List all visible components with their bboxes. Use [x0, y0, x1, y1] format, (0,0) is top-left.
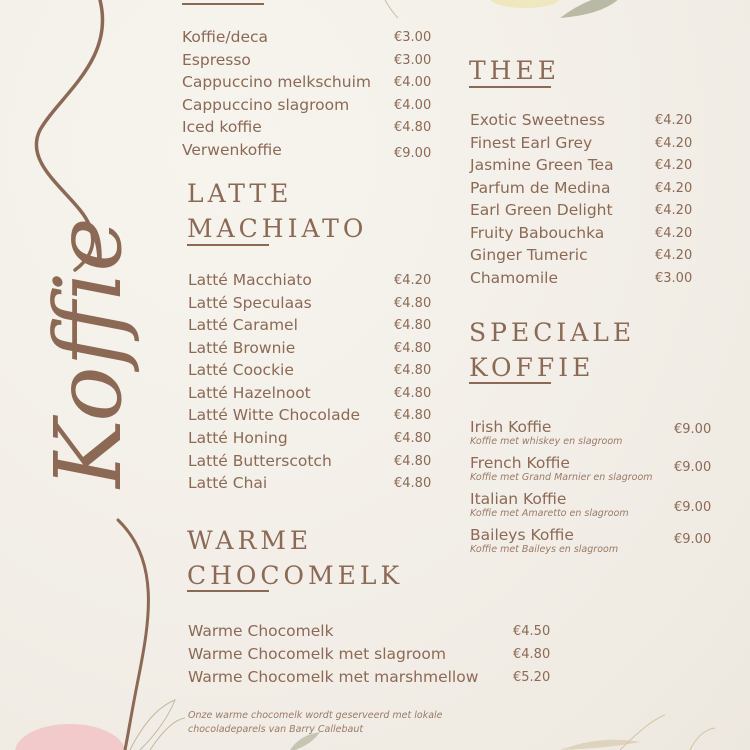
item-name: Warme Chocomelk: [188, 622, 334, 640]
menu-item: [188, 644, 558, 666]
item-name: Jasmine Green Tea: [470, 156, 614, 174]
menu-item: [188, 270, 438, 292]
item-price: €9.00: [674, 422, 712, 437]
item-description: Koffie met whiskey en slagroom: [470, 436, 623, 447]
menu-item: [470, 268, 700, 290]
item-name: Verwenkoffie: [182, 141, 282, 159]
script-heading-text: Koffie: [35, 217, 142, 488]
item-price: €4.80: [394, 386, 432, 401]
item-price: €9.00: [674, 460, 712, 475]
chocomelk-note-line2: chocoladeparels van Barry Callebaut: [188, 724, 364, 735]
menu-item: [470, 417, 720, 451]
item-price: €4.80: [394, 318, 432, 333]
menu-item: [188, 383, 438, 405]
item-name: Finest Earl Grey: [470, 134, 593, 152]
item-name: Latté Caramel: [188, 316, 298, 334]
menu-item: [470, 155, 700, 177]
item-price: €4.80: [394, 408, 432, 423]
menu-item: [188, 428, 438, 450]
menu-item: [188, 338, 438, 360]
item-price: €4.00: [394, 75, 432, 90]
item-price: €5.20: [513, 670, 551, 685]
item-name: Latté Honing: [188, 429, 288, 447]
thee-title: THEE: [469, 56, 560, 85]
menu-item: [188, 621, 558, 643]
item-name: Latté Butterscotch: [188, 452, 332, 470]
thee-rule: [469, 86, 551, 88]
menu-item: [470, 133, 700, 155]
item-description: Koffie met Amaretto en slagroom: [470, 508, 629, 519]
item-name: Latté Witte Chocolade: [188, 406, 360, 424]
menu-item: [188, 315, 438, 337]
item-name: Latté Hazelnoot: [188, 384, 311, 402]
item-price: €4.20: [655, 226, 693, 241]
item-price: €4.20: [394, 273, 432, 288]
item-name: Warme Chocomelk met slagroom: [188, 645, 446, 663]
menu-item: [470, 453, 720, 487]
item-name: Chamomile: [470, 269, 558, 287]
item-price: €4.20: [655, 136, 693, 151]
menu-item: [188, 293, 438, 315]
chocomelk-title-line1: WARME: [187, 526, 313, 555]
item-price: €4.80: [394, 296, 432, 311]
chocomelk-rule: [187, 590, 269, 592]
latte-title-line2: MACHIATO: [187, 214, 368, 243]
item-price: €3.00: [394, 53, 432, 68]
item-price: €4.00: [394, 98, 432, 113]
latte-title-line1: LATTE: [187, 179, 293, 208]
item-description: Koffie met Baileys en slagroom: [470, 544, 619, 555]
chocomelk-note-line1: Onze warme chocomelk wordt geserveerd met lokale: [188, 710, 443, 721]
speciale-title-line2: KOFFIE: [469, 353, 595, 382]
item-price: €4.80: [394, 120, 432, 135]
menu-item: [470, 178, 700, 200]
item-name: Irish Koffie: [470, 418, 552, 436]
menu-item: [470, 200, 700, 222]
menu-item: [182, 140, 432, 162]
item-description: Koffie met Grand Marnier en slagroom: [470, 472, 653, 483]
item-price: €3.00: [655, 271, 693, 286]
item-price: €4.80: [394, 431, 432, 446]
latte-list: [188, 270, 438, 495]
item-price: €4.20: [655, 113, 693, 128]
item-name: Latté Chai: [188, 474, 268, 492]
item-name: Exotic Sweetness: [470, 111, 605, 129]
menu-item: [188, 451, 438, 473]
item-price: €4.80: [394, 476, 432, 491]
item-price: €9.00: [394, 146, 432, 161]
menu-item: [470, 489, 720, 523]
item-price: €4.80: [394, 363, 432, 378]
script-heading-koffie: [0, 0, 190, 750]
speciale-title-line1: SPECIALE: [469, 318, 636, 347]
menu-item: [470, 245, 700, 267]
item-name: Cappuccino slagroom: [182, 96, 350, 114]
menu-item: [470, 525, 720, 559]
latte-rule: [187, 244, 269, 246]
item-price: €4.20: [655, 181, 693, 196]
menu-item: [188, 360, 438, 382]
item-name: French Koffie: [470, 454, 570, 472]
menu-item: [188, 405, 438, 427]
item-price: €9.00: [674, 500, 712, 515]
menu-item: [182, 27, 432, 49]
item-price: €3.00: [394, 30, 432, 45]
koffie-rule: [182, 3, 264, 5]
thee-list: [470, 110, 700, 290]
chocomelk-list: [188, 621, 558, 691]
menu-item: [182, 95, 432, 117]
item-name: Ginger Tumeric: [470, 246, 588, 264]
menu-item: [470, 223, 700, 245]
item-price: €4.20: [655, 248, 693, 263]
item-name: Baileys Koffie: [470, 526, 574, 544]
menu-item: [182, 72, 432, 94]
item-name: Latté Macchiato: [188, 271, 312, 289]
item-name: Fruity Babouchka: [470, 224, 605, 242]
menu-item: [470, 110, 700, 132]
menu-item: [182, 117, 432, 139]
koffie-list: [182, 27, 432, 167]
item-price: €4.80: [394, 341, 432, 356]
item-name: Koffie/deca: [182, 28, 269, 46]
item-name: Parfum de Medina: [470, 179, 611, 197]
item-price: €4.20: [655, 203, 693, 218]
item-price: €4.20: [655, 158, 693, 173]
item-name: Warme Chocomelk met marshmellow: [188, 668, 479, 686]
item-name: Iced koffie: [182, 118, 262, 136]
chocomelk-title-line2: CHOCOMELK: [187, 561, 404, 590]
item-name: Cappuccino melkschuim: [182, 73, 371, 91]
item-name: Latté Brownie: [188, 339, 296, 357]
item-price: €9.00: [674, 532, 712, 547]
menu-item: [182, 50, 432, 72]
item-price: €4.80: [394, 454, 432, 469]
menu-item: [188, 667, 558, 689]
item-name: Earl Green Delight: [470, 201, 613, 219]
item-name: Latté Speculaas: [188, 294, 312, 312]
menu-item: [188, 473, 438, 495]
speciale-rule: [469, 382, 551, 384]
item-name: Italian Koffie: [470, 490, 567, 508]
item-name: Latté Coockie: [188, 361, 294, 379]
speciale-list: [470, 417, 720, 562]
item-price: €4.80: [513, 647, 551, 662]
item-price: €4.50: [513, 624, 551, 639]
item-name: Espresso: [182, 51, 251, 69]
